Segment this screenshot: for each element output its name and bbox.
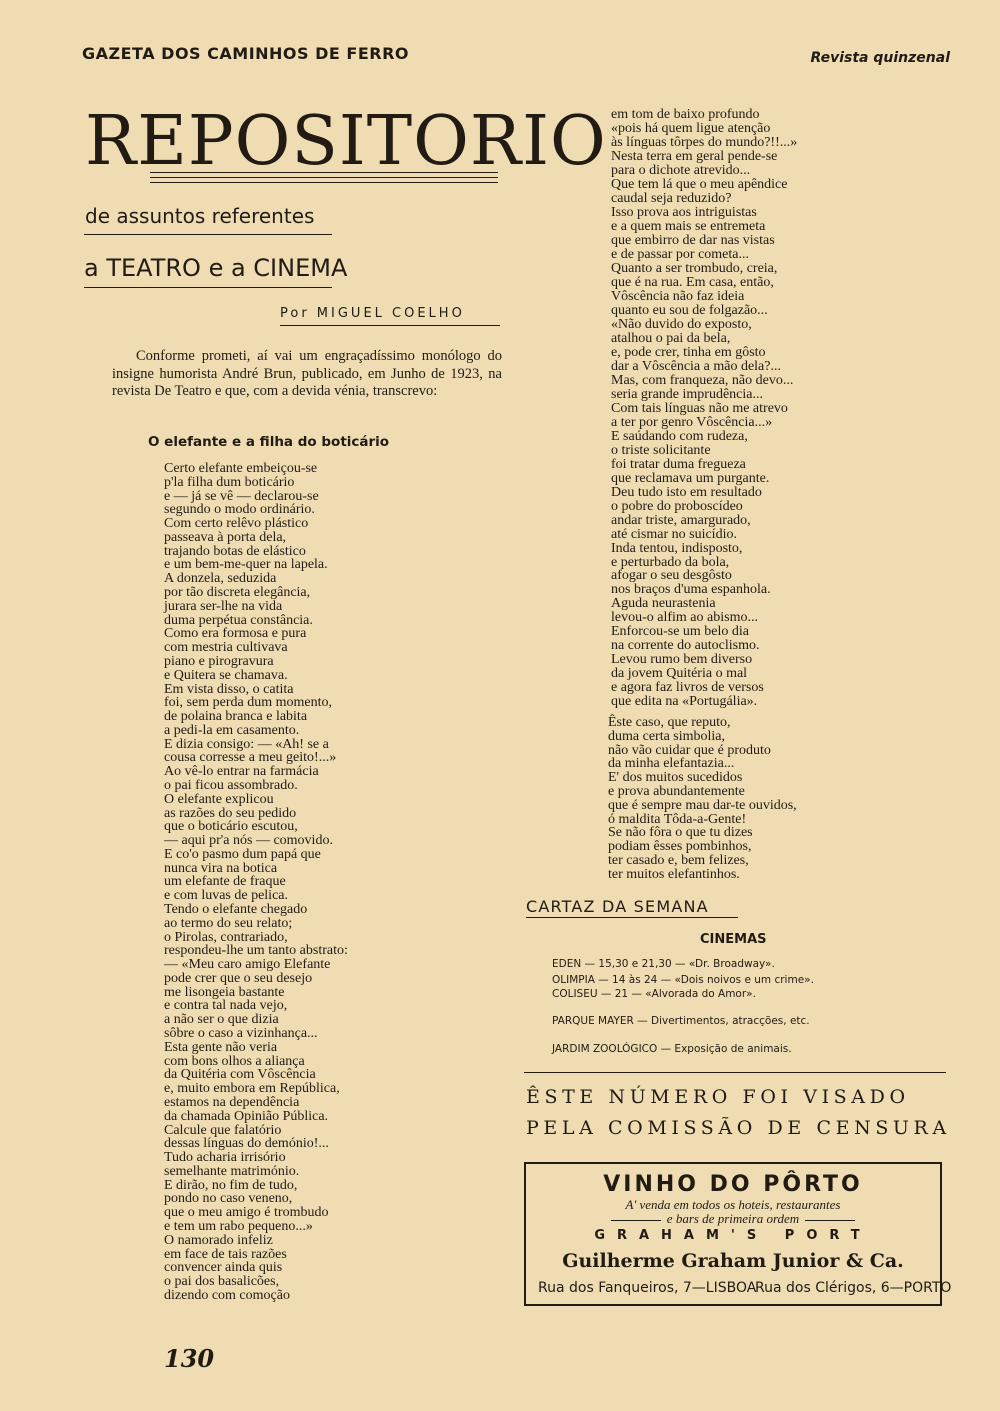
verse-line: passeava à porta dela, [164,529,287,545]
verse-line: semelhante matrimónio. [164,1163,300,1179]
verse-line: ao termo do seu relato; [164,915,293,931]
verse-line: o pai dos basalicões, [164,1274,280,1290]
verse-line: duma perpétua constância. [164,612,313,628]
header-title: GAZETA DOS CAMINHOS DE FERRO [82,44,410,63]
verse-line: E saúdando com rudeza, [611,428,748,444]
verse-line: podiam êsses pombinhos, [608,839,752,855]
verse-line: respondeu-lhe um tanto abstrato: [164,943,348,959]
verse-line: em tom de baixo profundo [611,107,760,122]
verse-line: trajando botas de elástico [164,543,306,559]
verse-line: afogar o seu desgôsto [611,568,732,584]
poem-title: O elefante e a filha do boticário [148,434,390,450]
verse-line: Levou rumo bem diverso [611,652,753,668]
verse-line: E' dos muitos sucedidos [608,770,743,786]
verse-line: Tudo acharia irrisório [164,1150,286,1166]
verse-line: e, pode crer, tinha em gôsto [611,344,766,360]
verse-line: um elefante de fraque [164,874,286,890]
verse-line: o Pirolas, contrariado, [164,929,288,945]
verse-line: Êste caso, que reputo, [608,715,731,730]
verse-line: pode crer que o seu desejo [164,970,313,986]
verse-line: dar a Vôscência a mão dela?... [611,358,781,374]
ad-title: VINHO DO PÔRTO [603,1172,863,1197]
byline-rule [280,325,500,326]
subtitle-line2: a TEATRO e a CINEMA [84,254,348,282]
verse-line: E dizia consigo: — «Ah! se a [164,736,329,752]
verse-line: Ao vê-lo entrar na farmácia [164,764,319,780]
verse-line: não vão cuidar que é produto [608,742,771,758]
verse-line: da chamada Opinião Pública. [164,1108,329,1124]
verse-line: e a quem mais se entremeta [611,218,766,234]
subtitle-line1: de assuntos referentes [85,204,315,228]
verse-line: cousa corresse a meu geito!...» [164,750,337,766]
verse-line: Certo elefante embeiçou-se [164,461,318,476]
intro-paragraph [112,348,502,401]
intro-text: Conforme prometi, aí vai um engraçadíssimo monólogo do insigne humorista André Brun, publicado, em Junho de 1923, na revista De Teatro e que, com a devida vénia, transcrevo: [112,348,502,399]
verse-line: que é na rua. Em casa, então, [611,274,774,290]
poem-column-left [164,462,348,1303]
verse-line: a não ser o que dizia [164,1012,279,1028]
verse-line: Isso prova aos intriguistas [611,204,757,220]
ad-company: Guilherme Graham Junior & Ca. [562,1250,904,1272]
verse-line: e de passar por cometa... [611,246,749,262]
verse-line: atalhou o pai da bela, [611,330,731,346]
verse-line: e Quitera se chamava. [164,667,288,683]
verse-line: Nesta terra em geral pende-se [611,148,778,164]
verse-line: com mestria cultivava [164,640,288,656]
verse-line: que edita na «Portugália». [611,694,758,710]
verse-line: Deu tudo isto em resultado [611,484,762,500]
verse-line: duma certa simbolia, [608,728,726,744]
verse-line: e agora faz livros de versos [611,680,764,696]
verse-line: o triste solicitante [611,442,711,458]
verse-line: Que tem lá que o meu apêndice [611,176,788,192]
ad-address-lisboa: Rua dos Fanqueiros, 7—LISBOA [538,1280,757,1296]
verse-line: Se não fôra o que tu dizes [608,825,753,841]
verse-line: O namorado infeliz [164,1232,273,1248]
verse-line: ter muitos elefantinhos. [608,866,740,882]
verse-line: seria grande imprudência... [611,386,763,402]
verse-line: a ter por genro Vôscência...» [611,414,773,430]
verse-line: estamos na dependência [164,1094,300,1110]
verse-line: quanto eu sou de folgazão... [611,302,768,318]
verse-line: me lisongeia bastante [164,984,285,1000]
verse-line: piano e pirogravura [164,653,274,669]
header-frequency: Revista quinzenal [810,50,950,66]
verse-line: que o boticário escutou, [164,819,298,835]
cinema-listing: COLISEU — 21 — «Alvorada do Amor». [552,988,756,1000]
verse-line: e com luvas de pelica. [164,888,289,904]
verse-line: até cismar no suicídio. [611,526,737,542]
verse-line: Tendo o elefante chegado [164,902,308,917]
verse-line: que o meu amigo é trombudo [164,1205,329,1221]
section-title: REPOSITORIO [85,102,607,181]
verse-line: levou-o alfim ao abismo... [611,610,758,626]
verse-line: Vôscência não faz ideia [611,288,745,304]
verse-line: e contra tal nada vejo, [164,998,288,1014]
verse-line: da jovem Quitéria o mal [611,666,748,682]
verse-line: O elefante explicou [164,791,274,807]
verse-line: «Não duvido do exposto, [611,316,752,332]
ad-line2-wrapper [524,1211,942,1227]
verse-line: Esta gente não veria [164,1039,278,1055]
verse-line: Aguda neurastenia [611,596,716,612]
verse-line: andar triste, amargurado, [611,512,751,528]
ad-line1: A' venda em todos os hoteis, restaurantes [625,1197,841,1212]
verse-line: e prova abundantemente [608,783,745,799]
verse-line: e tem um rabo pequeno...» [164,1218,313,1234]
verse-line: e um bem-me-quer na lapela. [164,557,328,573]
verse-line: a pedi-la em casamento. [164,722,300,738]
page-number: 130 [164,1344,215,1373]
verse-line: da Quitéria com Vôscência [164,1067,316,1083]
jardim-listing: JARDIM ZOOLÓGICO — Exposição de animais. [552,1043,792,1055]
verse-line: e — já se vê — declarou-se [164,488,319,504]
byline: Por MIGUEL COELHO [280,306,465,321]
verse-line: que é sempre mau dar-te ouvidos, [608,797,797,813]
verse-line: Em vista disso, o catita [164,681,294,697]
verse-line: foi, sem perda dum momento, [164,695,332,711]
verse-line: caudal seja reduzido? [611,190,732,206]
verse-line: «pois há quem ligue atenção [611,120,771,136]
verse-line: Com certo relêvo plástico [164,516,309,532]
verse-line: dizendo com comoção [164,1287,290,1303]
verse-line: Quanto a ser trombudo, creia, [611,260,778,276]
verse-line: por tão discreta elegância, [164,585,311,601]
poem-column-right [611,108,797,709]
ad-line2: e bars de primeira ordem [666,1211,800,1226]
cinema-listing: OLIMPIA — 14 às 24 — «Dois noivos e um crime». [552,974,814,986]
verse-line: dessas línguas do demónio!... [164,1136,329,1152]
cartaz-rule [526,917,738,918]
verse-line: sôbre o caso a vizinhança... [164,1026,318,1042]
subtitle-rule [84,287,332,288]
verse-line: nos braços d'uma espanhola. [611,582,771,598]
verse-line: Calcule que falatório [164,1122,282,1138]
verse-line: A donzela, seduzida [164,571,277,587]
verse-line: de polaina branca e labita [164,709,308,725]
verse-line: — aqui pr'a nós — comovido. [164,833,333,849]
separator-rule [524,1072,946,1073]
verse-line: Como era formosa e pura [164,626,307,642]
verse-line: em face de tais razões [164,1246,287,1262]
verse-line: Com tais línguas não me atrevo [611,400,788,416]
title-rule [150,182,498,183]
verse-line: que embirro de dar nas vistas [611,232,775,248]
poem-final-stanza [608,716,797,882]
verse-line: ter casado e, bem felizes, [608,852,749,868]
verse-line: p'la filha dum boticário [164,474,295,490]
cinemas-heading: CINEMAS [700,932,767,947]
verse-line: segundo o modo ordinário. [164,502,315,518]
verse-line: o pobre do proboscídeo [611,498,743,514]
ad-brand: GRAHAM'S PORT [594,1228,872,1243]
verse-line: às línguas tôrpes do mundo?!!...» [611,134,798,150]
cinema-listing: EDEN — 15,30 e 21,30 — «Dr. Broadway». [552,958,775,970]
verse-line: foi tratar duma fregueza [611,456,746,472]
verse-line: para o dichote atrevido... [611,162,751,178]
subtitle-rule [84,234,332,235]
verse-line: da minha elefantazia... [608,756,735,772]
verse-line: pondo no caso veneno, [164,1191,293,1207]
verse-line: E dirão, no fim de tudo, [164,1177,298,1193]
verse-line: com bons olhos a aliança [164,1053,305,1069]
cartaz-title: CARTAZ DA SEMANA [526,897,709,916]
verse-line: convencer ainda quis [164,1260,283,1276]
verse-line: Mas, com franqueza, não devo... [611,372,794,388]
ad-address-porto: Rua dos Clérigos, 6—PORTO [755,1280,952,1296]
verse-line: jurara ser-lhe na vida [164,598,283,614]
verse-line: — «Meu caro amigo Elefante [164,957,331,973]
verse-line: nunca vira na botica [164,860,278,876]
verse-line: na corrente do autoclismo. [611,638,760,654]
verse-line: Enforcou-se um belo dia [611,624,750,640]
verse-line: e, muito embora em República, [164,1081,340,1097]
verse-line: e perturbado da bola, [611,554,730,570]
title-rule [150,172,498,173]
title-rule [150,177,498,178]
censura-line1: ÊSTE NÚMERO FOI VISADO [526,1086,910,1108]
verse-line: o pai ficou assombrado. [164,777,298,793]
verse-line: as razões do seu pedido [164,805,297,821]
verse-line: E co'o pasmo dum papá que [164,846,321,862]
parque-listing: PARQUE MAYER — Divertimentos, atracções, etc. [552,1015,810,1027]
verse-line: Inda tentou, indisposto, [611,540,743,556]
verse-line: que reclamava um purgante. [611,470,770,486]
verse-line: ó maldita Tôda-a-Gente! [608,811,747,827]
censura-line2: PELA COMISSÃO DE CENSURA [526,1117,951,1139]
